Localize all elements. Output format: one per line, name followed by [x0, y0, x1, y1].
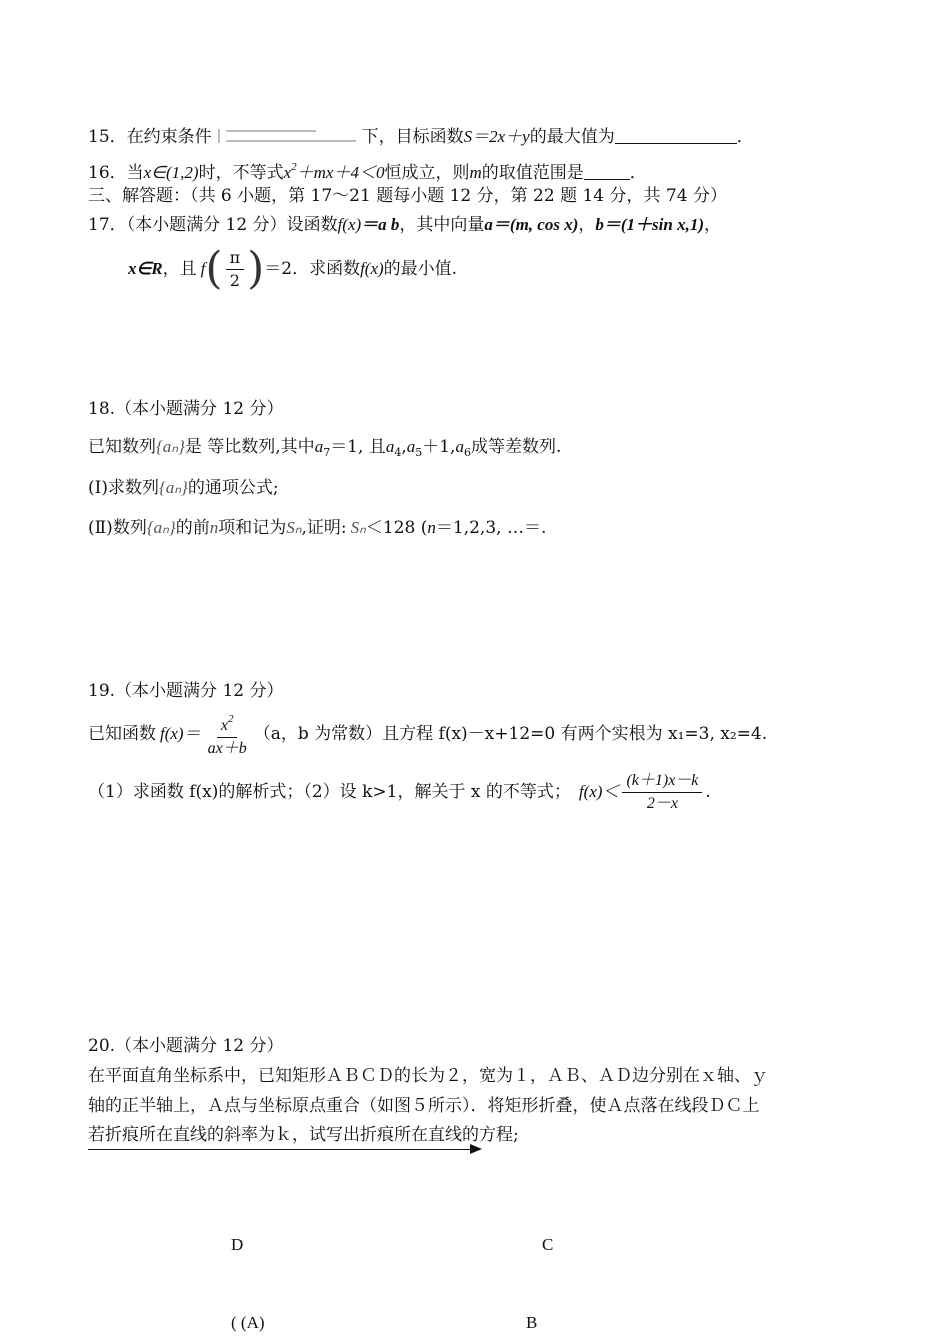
q15-answer-blank — [615, 127, 737, 144]
q19-line1 — [88, 710, 767, 758]
figure-label-d: D — [231, 1235, 244, 1254]
q17-intro: 17．（本小题满分 12 分）设函数 — [88, 215, 338, 235]
x-axis-line — [88, 1149, 472, 1150]
q20-line3: 若折痕所在直线的斜率为ｋ，试写出折痕所在直线的方程; — [88, 1125, 519, 1145]
q17-text-b: ，其中向量 — [399, 215, 485, 235]
q18-l3-d: ,证明: — [301, 518, 347, 538]
q18-l1-e: 成等差数列. — [470, 437, 562, 457]
q18-an-2: {aₙ} — [158, 478, 188, 497]
q18-a4-sub: 4 — [394, 446, 402, 459]
q17-sep: ， — [578, 215, 596, 235]
q18-a4: a — [385, 437, 395, 456]
q18-c1: , — [401, 437, 407, 457]
q16-text-c: 恒成立，则 — [384, 163, 470, 183]
left-paren: ( — [205, 243, 223, 294]
q17-text-d: 的最小值. — [383, 259, 458, 279]
right-paren: ) — [247, 243, 265, 294]
q18-l3-a: (Ⅱ)数列 — [88, 518, 147, 538]
q18-a7: a — [314, 437, 324, 456]
q18-a7-sub: 7 — [323, 446, 331, 459]
q19-fx2: f(x)＜ — [578, 782, 620, 801]
q20-title: 20.（本小题满分 12 分） — [88, 1036, 284, 1056]
q19-l1-a: 已知函数 — [88, 724, 156, 744]
q19-denominator-2: 2－x — [646, 794, 678, 812]
q17-vector-b: b＝(1＋sin x,1) — [595, 215, 705, 234]
q18-l3-b: 的前 — [175, 518, 210, 538]
q19-line2 — [88, 768, 711, 816]
q15-objective: S＝2x＋y — [463, 127, 530, 146]
q17-f: f — [200, 259, 206, 278]
q16-end: ． — [629, 163, 647, 183]
q18-l1-c: ＝1, 且 — [330, 437, 386, 457]
q18-a5: a — [406, 437, 416, 456]
q17-pi: π — [226, 248, 245, 270]
question-17-line2 — [128, 243, 458, 294]
q18-a6-sub: 6 — [463, 446, 471, 459]
q16-m: m — [469, 163, 482, 182]
q19-fraction-2 — [622, 771, 702, 814]
q18-an-3: {aₙ} — [146, 518, 176, 537]
q16-answer-blank — [584, 163, 630, 180]
q16-number: 16． — [88, 163, 127, 183]
q19-fraction — [204, 709, 251, 759]
q18-line2 — [88, 477, 279, 499]
q19-numerator — [217, 709, 238, 738]
q16-text-a: 当 — [126, 163, 144, 183]
q16-text-d: 的取值范围是 — [481, 163, 584, 183]
q18-line1 — [88, 436, 561, 464]
q19-numerator-2: (k＋1)x－k — [622, 771, 702, 793]
q18-l1-a: 已知数列 — [88, 437, 156, 457]
x-axis-arrowhead — [470, 1144, 482, 1154]
q19-num-x: x — [220, 717, 228, 734]
q17-fx: f(x) — [337, 215, 362, 234]
q19-l2-a: （1）求函数 f(x)的解析式；（2）设 k>1，解关于 x 的不等式； — [88, 782, 571, 802]
q17-vector-a: a＝(m, cos x) — [484, 215, 579, 234]
q18-sn: Sₙ — [286, 518, 302, 537]
q17-comma: ， — [704, 215, 722, 235]
q18-l1-b: 是 等比数列,其中 — [184, 437, 315, 457]
q19-end: . — [705, 782, 711, 802]
q18-n: n — [209, 518, 219, 537]
constraint-system-image — [212, 126, 362, 146]
q17-domain: x∈R — [128, 259, 163, 278]
question-16 — [88, 156, 647, 184]
q16-x: x — [283, 163, 292, 182]
q18-l3-c: 项和记为 — [218, 518, 287, 538]
q20-line1: 在平面直角坐标系中，已知矩形ＡＢＣＤ的长为２，宽为１，ＡＢ、ＡＤ边分别在ｘ轴、ｙ — [88, 1066, 768, 1086]
q18-l2-b: 的通项公式; — [187, 478, 279, 498]
q17-eq2: ＝2 — [264, 259, 293, 279]
q19-denominator: ax＋b — [207, 740, 247, 757]
q18-sn-2: Sₙ — [350, 518, 366, 537]
q15-text-b: 下，目标函数 — [361, 127, 464, 147]
q17-fx-2: f(x) — [360, 259, 384, 278]
q17-text-c: ．求函数 — [292, 259, 361, 279]
section-heading: 三、解答题：（共 6 小题，第 17～21 题每小题 12 分，第 22 题 14 分，共 74 分） — [88, 186, 727, 206]
figure-label-a: ( (A) — [231, 1313, 265, 1332]
q15-text-a: 在约束条件 — [126, 127, 212, 147]
q15-end: ． — [736, 127, 754, 147]
q16-domain: x∈(1,2) — [143, 163, 199, 182]
q18-l3-e: ＜128 ( — [365, 518, 428, 538]
question-17-line1 — [88, 214, 721, 236]
q18-a6: a — [455, 437, 464, 456]
question-15 — [88, 126, 754, 148]
q18-l1-d: ＋1, — [422, 437, 456, 457]
q16-inequality — [284, 163, 385, 182]
q17-two: 2 — [229, 270, 240, 290]
q18-l3-f: n — [427, 518, 436, 537]
q15-text-c: 的最大值为 — [529, 127, 615, 147]
q19-l1-b: （a，b 为常数）且方程 f(x)－x+12=0 有两个实根为 x₁=3, x₂=4. — [253, 724, 768, 744]
q19-fx: f(x)＝ — [160, 724, 201, 743]
q18-title: 18.（本小题满分 12 分） — [88, 399, 284, 419]
q17-pi-over-2 — [226, 248, 245, 291]
q16-text-b: 时，不等式 — [198, 163, 284, 183]
q16-exp: 2 — [291, 161, 297, 173]
q18-an: {aₙ} — [156, 437, 185, 456]
q17-and: ，且 — [162, 259, 197, 279]
q18-line3 — [88, 517, 546, 539]
figure-label-b: B — [526, 1313, 538, 1332]
q18-l3-g: ＝1,2,3, …＝. — [435, 518, 547, 538]
q15-number: 15． — [88, 127, 127, 147]
q19-title: 19.（本小题满分 12 分） — [88, 681, 284, 701]
q18-a5-sub: 5 — [415, 446, 423, 459]
q19-num-sup: 2 — [227, 713, 234, 725]
q17-dot-product: ＝a b — [361, 215, 400, 234]
q16-rest: ＋mx＋4＜0 — [296, 163, 385, 182]
figure-label-c: C — [542, 1235, 554, 1254]
q20-line2: 轴的正半轴上，Ａ点与坐标原点重合（如图５所示）．将矩形折叠，使Ａ点落在线段ＤＣ上 — [88, 1096, 760, 1116]
q18-l2-a: (I)求数列 — [88, 478, 159, 498]
